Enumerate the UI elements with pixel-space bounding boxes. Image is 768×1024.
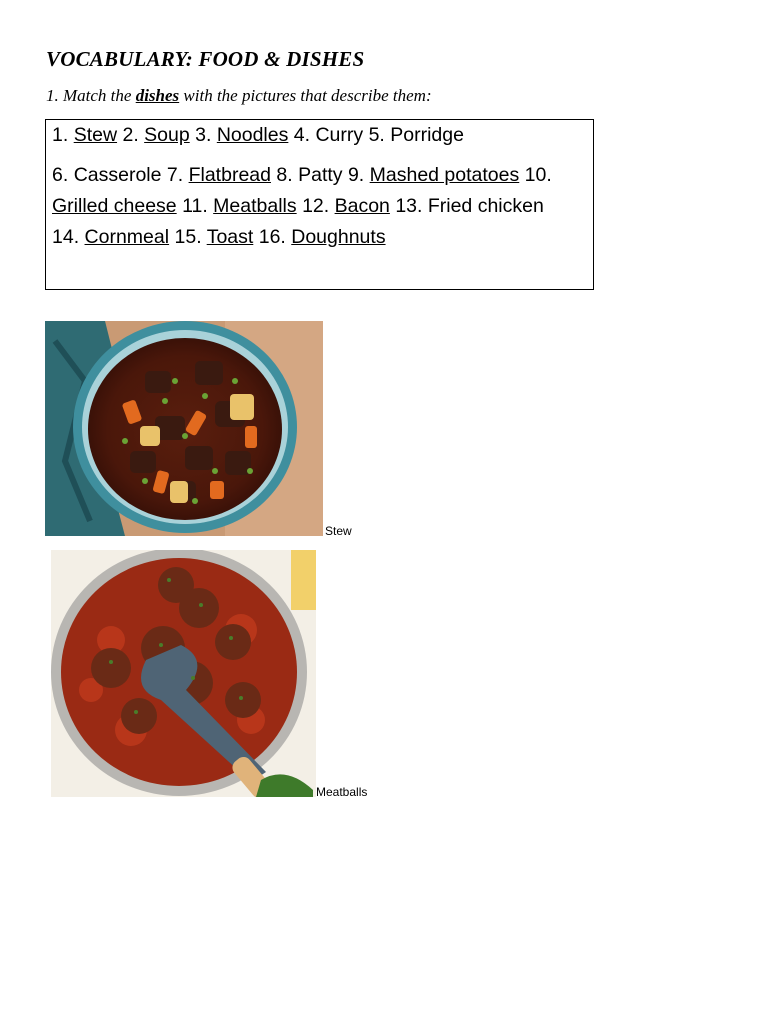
vocabulary-box [45, 119, 594, 290]
meatballs-pan-photo [51, 550, 316, 797]
vocab-item: 15. Toast [174, 226, 254, 248]
vocab-item: 1. Stew [52, 124, 118, 146]
vocab-item: 10. Grilled cheese [52, 164, 552, 217]
vocab-item: 14. Cornmeal [52, 226, 170, 248]
vocab-word: Grilled cheese [52, 195, 177, 217]
vocab-word: Casserole [73, 164, 162, 186]
instruction-after: with the pictures that describe them: [179, 86, 432, 105]
vocab-word: Bacon [334, 195, 390, 217]
vocab-item: 12. Bacon [302, 195, 390, 217]
vocab-item: 16. Doughnuts [258, 226, 386, 248]
vocab-word: Porridge [390, 124, 464, 146]
caption-stew: Stew [325, 524, 352, 538]
stew-bowl-photo [45, 321, 323, 536]
vocab-item: 5. Porridge [368, 124, 464, 146]
vocab-word: Mashed potatoes [369, 164, 520, 186]
vocab-item: 6. Casserole [52, 164, 162, 186]
vocab-word: Cornmeal [84, 226, 170, 248]
vocab-word: Curry [315, 124, 364, 146]
vocab-word: Patty [298, 164, 343, 186]
caption-meatballs: Meatballs [316, 785, 368, 799]
vocab-word: Toast [206, 226, 254, 248]
vocab-word: Doughnuts [291, 226, 386, 248]
stew-photo [45, 321, 323, 536]
meatballs-photo [51, 550, 316, 797]
vocab-paragraph-2 [52, 160, 587, 253]
instruction [46, 86, 432, 106]
vocab-item: 11. Meatballs [182, 195, 297, 217]
vocab-word: Meatballs [213, 195, 297, 217]
vocab-word: Flatbread [188, 164, 271, 186]
vocab-word: Soup [144, 124, 190, 146]
vocab-word: Fried chicken [427, 195, 544, 217]
vocab-item: 13. Fried chicken [395, 195, 544, 217]
vocab-paragraph-1 [52, 120, 587, 151]
vocab-item: 7. Flatbread [166, 164, 271, 186]
page-title: VOCABULARY: FOOD & DISHES [46, 47, 365, 71]
vocab-item: 4. Curry [293, 124, 364, 146]
instruction-keyword: dishes [135, 86, 180, 105]
vocab-word: Noodles [216, 124, 289, 146]
vocab-word: Stew [73, 124, 118, 146]
instruction-before: 1. Match the [46, 86, 136, 105]
vocab-item: 2. Soup [122, 124, 190, 146]
vocab-item: 3. Noodles [195, 124, 289, 146]
vocab-item: 9. Mashed potatoes [347, 164, 520, 186]
vocab-item: 8. Patty [276, 164, 343, 186]
